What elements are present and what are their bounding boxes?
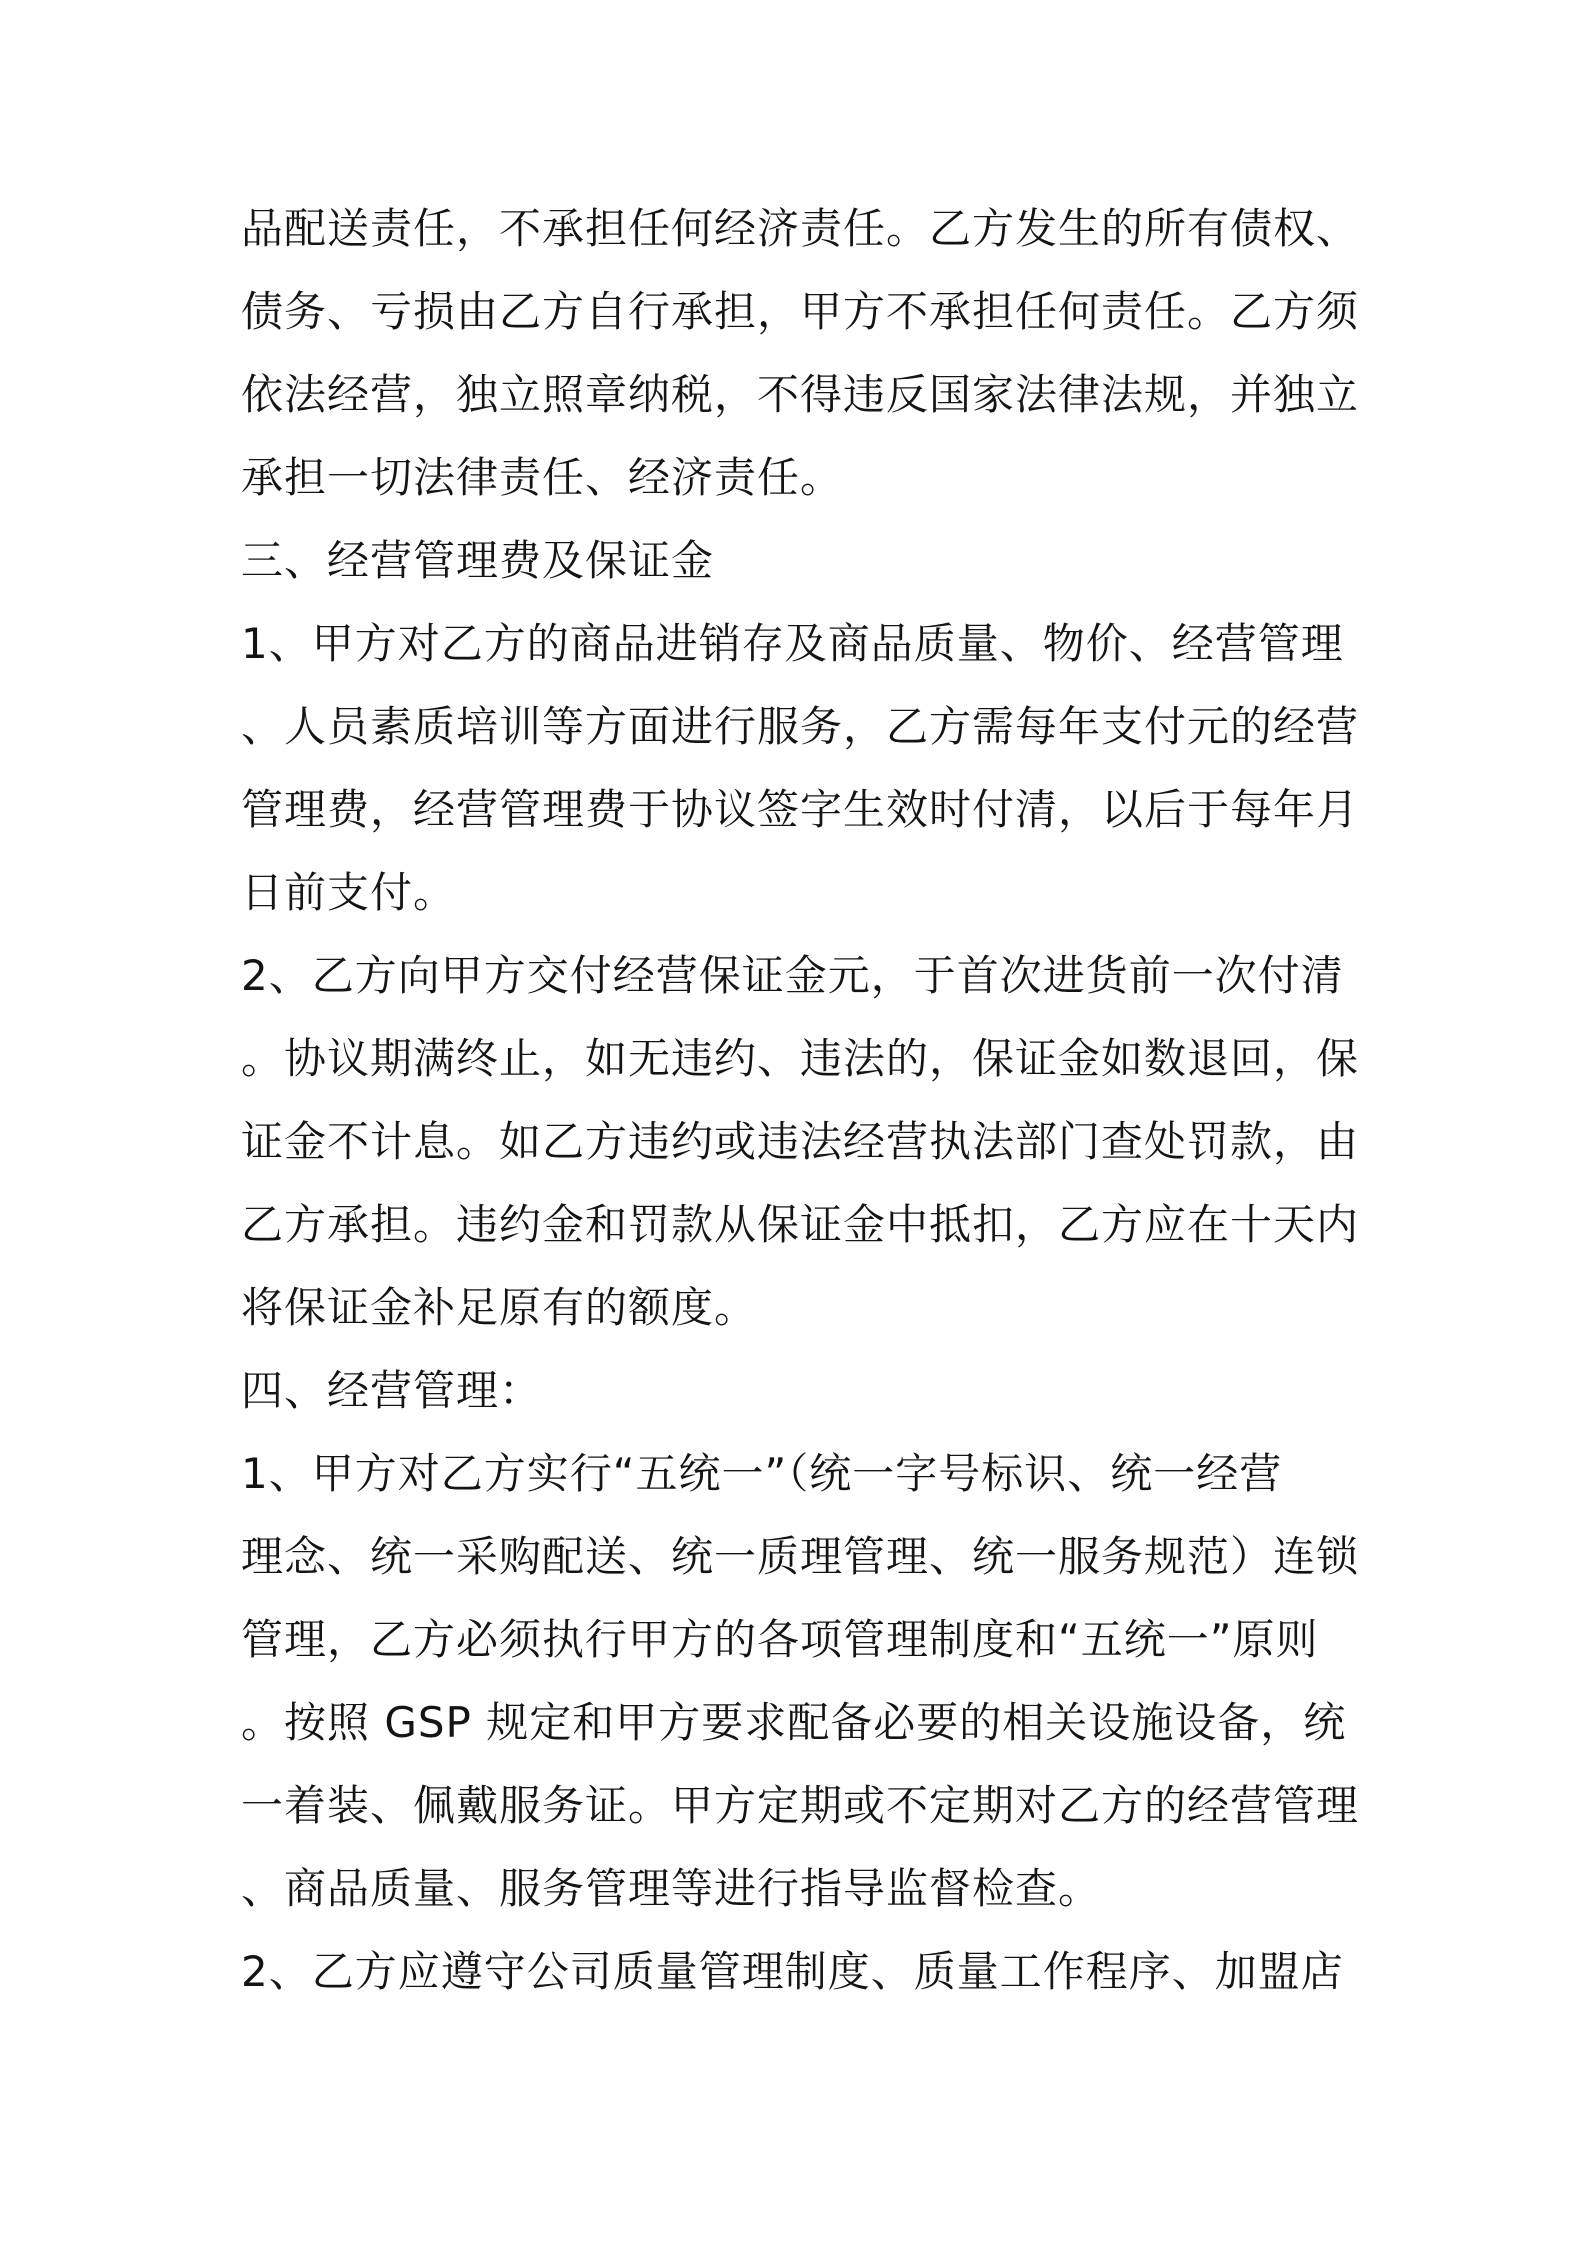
text-line: 、商品质量、服务管理等进行指导监督检查。 bbox=[241, 1864, 1102, 1913]
text-line: 、人员素质培训等方面进行服务，乙方需每年支付元的经营 bbox=[241, 702, 1360, 751]
text-line: 管理，乙方必须执行甲方的各项管理制度和“五统一”原则 bbox=[241, 1615, 1319, 1664]
text-line: 理念、统一采购配送、统一质理管理、统一服务规范）连锁 bbox=[241, 1532, 1360, 1581]
section-heading: 四、经营管理： bbox=[241, 1366, 543, 1415]
text-line: 承担一切法律责任、经济责任。 bbox=[241, 453, 844, 502]
text-line: 2、乙方向甲方交付经营保证金元，于首次进货前一次付清 bbox=[241, 951, 1344, 1000]
text-line: 将保证金补足原有的额度。 bbox=[241, 1283, 758, 1332]
text-line: 1、甲方对乙方实行“五统一”（统一字号标识、统一经营 bbox=[241, 1449, 1283, 1498]
text-line: 2、乙方应遵守公司质量管理制度、质量工作程序、加盟店 bbox=[241, 1947, 1344, 1996]
text-line: 。按照 GSP 规定和甲方要求配备必要的相关设施设备，统 bbox=[241, 1698, 1347, 1747]
text-line: 依法经营，独立照章纳税，不得违反国家法律法规，并独立 bbox=[241, 370, 1360, 419]
text-line: 乙方承担。违约金和罚款从保证金中抵扣，乙方应在十天内 bbox=[241, 1200, 1360, 1249]
text-line: 证金不计息。如乙方违约或违法经营执法部门查处罚款，由 bbox=[241, 1117, 1360, 1166]
text-line: 债务、亏损由乙方自行承担，甲方不承担任何责任。乙方须 bbox=[241, 287, 1360, 336]
text-line: 一着装、佩戴服务证。甲方定期或不定期对乙方的经营管理 bbox=[241, 1781, 1360, 1830]
text-line: 日前支付。 bbox=[241, 868, 457, 917]
section-heading: 三、经营管理费及保证金 bbox=[241, 536, 715, 585]
text-line: 1、甲方对乙方的商品进销存及商品质量、物价、经营管理 bbox=[241, 619, 1344, 668]
text-line: 品配送责任，不承担任何经济责任。乙方发生的所有债权、 bbox=[241, 204, 1360, 253]
text-line: 管理费，经营管理费于协议签字生效时付清，以后于每年月 bbox=[241, 785, 1360, 834]
text-line: 。协议期满终止，如无违约、违法的，保证金如数退回，保 bbox=[241, 1034, 1360, 1083]
